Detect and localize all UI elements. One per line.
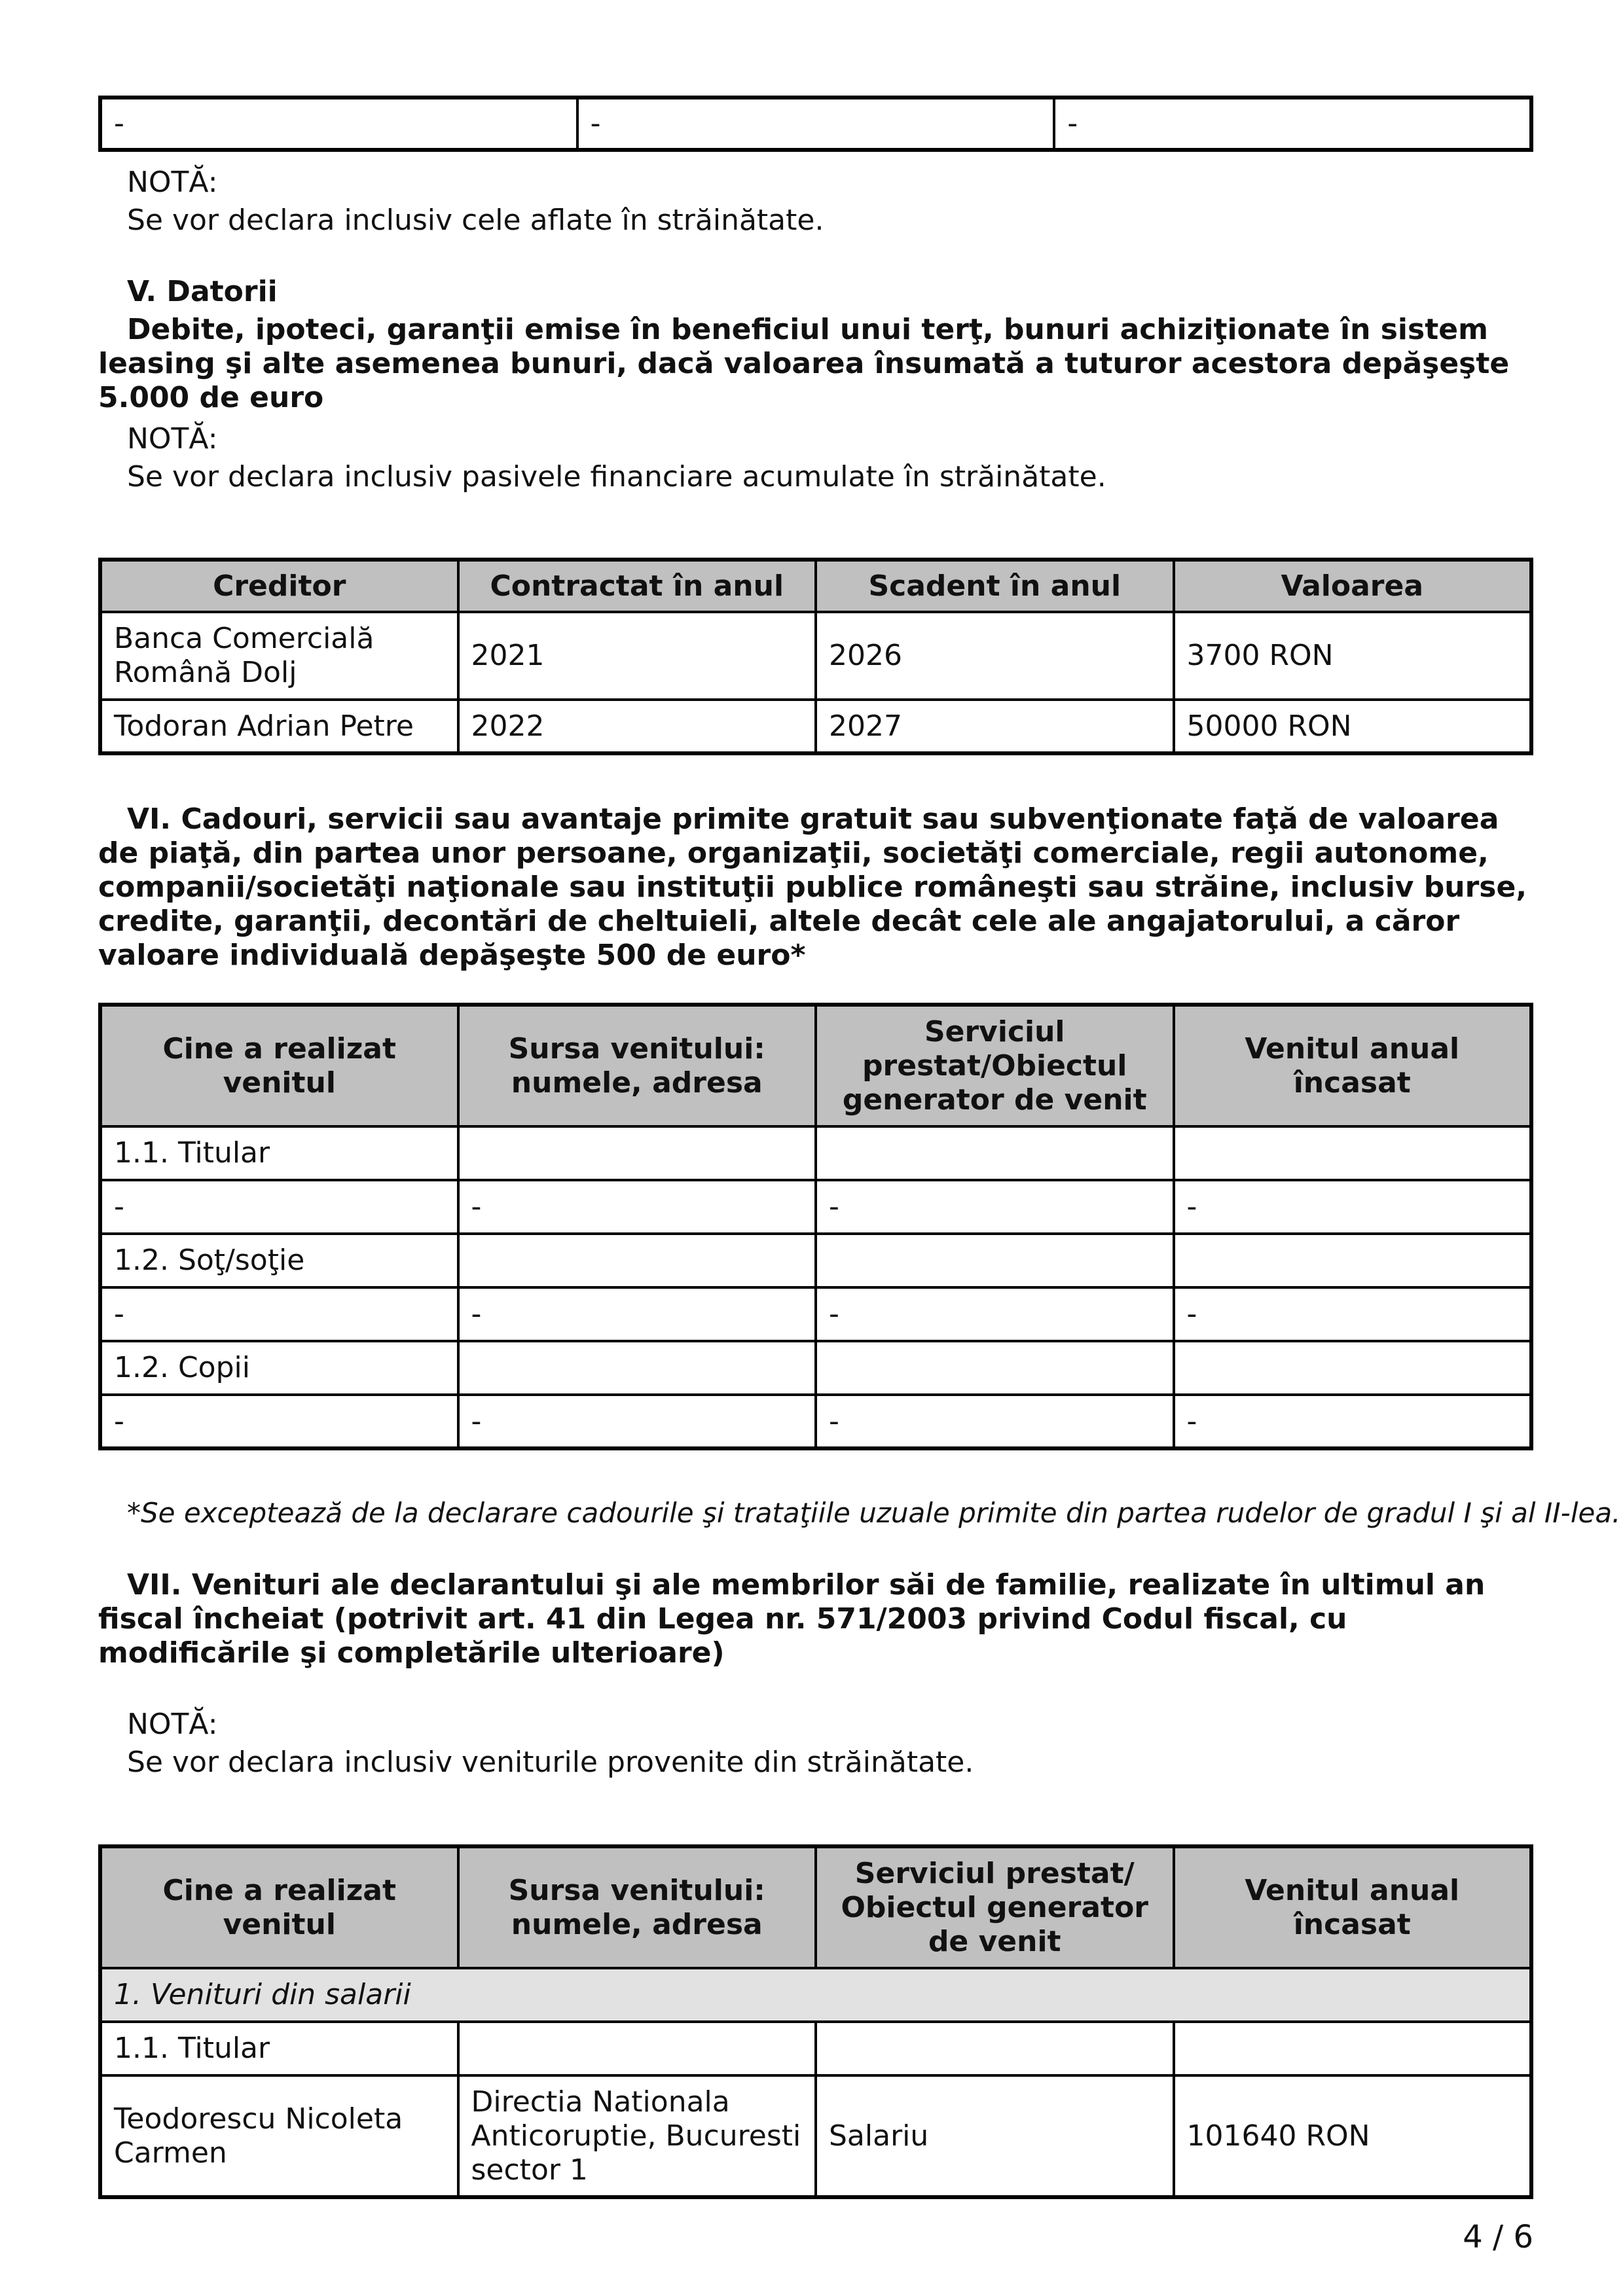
table-cell: 101640 RON bbox=[1174, 2075, 1532, 2197]
table-cell: Banca Comercială Română Dolj bbox=[100, 612, 458, 700]
note-label: NOTĂ: bbox=[127, 422, 218, 456]
table-cell: 2026 bbox=[816, 612, 1174, 700]
income-table bbox=[98, 1844, 1533, 2199]
col-header: Creditor bbox=[100, 560, 458, 612]
table-cell: Teodorescu Nicoleta Carmen bbox=[100, 2075, 458, 2197]
table-cell: 2021 bbox=[458, 612, 816, 700]
note-3 bbox=[98, 1706, 1533, 1782]
table-cell bbox=[816, 1341, 1174, 1395]
col-header: Valoarea bbox=[1174, 560, 1532, 612]
table-row bbox=[100, 700, 1531, 753]
note-1 bbox=[98, 164, 1533, 240]
note-text: Se vor declara inclusiv cele aflate în străinătate. bbox=[127, 204, 824, 237]
table-cell: - bbox=[1174, 1395, 1532, 1448]
note-label: NOTĂ: bbox=[127, 1708, 218, 1741]
table-cell: Salariu bbox=[816, 2075, 1174, 2197]
col-header: Cine a realizat venitul bbox=[100, 1005, 458, 1126]
section-5-title: V. Datorii bbox=[127, 275, 278, 308]
top-table-cell: - bbox=[577, 98, 1055, 150]
table-cell: 2027 bbox=[816, 700, 1174, 753]
table-cell: 3700 RON bbox=[1174, 612, 1532, 700]
note-text: Se vor declara inclusiv pasivele financiare acumulate în străinătate. bbox=[127, 460, 1106, 493]
table-cell: - bbox=[816, 1395, 1174, 1448]
col-header: Venitul anual încasat bbox=[1174, 1846, 1532, 1968]
gifts-table bbox=[98, 1003, 1533, 1450]
table-cell: - bbox=[100, 1395, 458, 1448]
note-2 bbox=[98, 420, 1533, 496]
table-cell bbox=[816, 1126, 1174, 1180]
table-row bbox=[100, 612, 1531, 700]
table-header-row bbox=[100, 560, 1531, 612]
table-cell: - bbox=[100, 1180, 458, 1234]
col-header: Scadent în anul bbox=[816, 560, 1174, 612]
col-header: Sursa venitului: numele, adresa bbox=[458, 1005, 816, 1126]
table-row bbox=[100, 1395, 1531, 1448]
table-cell: Todoran Adrian Petre bbox=[100, 700, 458, 753]
table-cell: - bbox=[458, 1180, 816, 1234]
table-cell: - bbox=[458, 1287, 816, 1341]
table-cell: - bbox=[1174, 1287, 1532, 1341]
table-row bbox=[100, 1287, 1531, 1341]
table-row bbox=[100, 1126, 1531, 1180]
table-row bbox=[100, 1234, 1531, 1287]
col-header: Sursa venitului: numele, adresa bbox=[458, 1846, 816, 1968]
col-header: Serviciul prestat/Obiectul generator de venit bbox=[816, 1005, 1174, 1126]
table-subheader-row bbox=[100, 1968, 1531, 2022]
col-header: Serviciul prestat/ Obiectul generator de venit bbox=[816, 1846, 1174, 1968]
section-6-title: VI. Cadouri, servicii sau avantaje primite gratuit sau subvenţionate faţă de valoarea de piaţă, din partea unor persoane, organizaţii, societăţi comerciale, regii autonome, companii/societăţi naţionale sau instituţii publice româneşti sau străine, inclusiv burse, credite, garanţii, decontări de cheltuieli, altele decât cele ale angajatorului, a căror valoare individuală depăşeşte 500 de euro* bbox=[98, 802, 1527, 972]
table-cell: - bbox=[1174, 1180, 1532, 1234]
table-cell: 1.1. Titular bbox=[100, 1126, 458, 1180]
table-cell bbox=[458, 2022, 816, 2075]
gifts-footnote: *Se exceptează de la declarare cadourile şi trataţiile uzuale primite din partea rudelor de gradul I şi al II-lea. bbox=[127, 1497, 1621, 1529]
table-cell: 1.1. Titular bbox=[100, 2022, 458, 2075]
table-cell bbox=[1174, 2022, 1532, 2075]
table-row bbox=[100, 2022, 1531, 2075]
table-cell bbox=[1174, 1341, 1532, 1395]
col-header: Venitul anual încasat bbox=[1174, 1005, 1532, 1126]
table-cell: - bbox=[100, 1287, 458, 1341]
top-table bbox=[98, 96, 1533, 152]
table-header-row bbox=[100, 1005, 1531, 1126]
table-cell bbox=[816, 1234, 1174, 1287]
table-cell bbox=[458, 1234, 816, 1287]
table-cell: - bbox=[458, 1395, 816, 1448]
page-number: 4 / 6 bbox=[1463, 2219, 1533, 2255]
section-7-title: VII. Venituri ale declarantului şi ale membrilor săi de familie, realizate în ultimul an fiscal încheiat (potrivit art. 41 din Legea nr. 571/2003 privind Codul fiscal, cu modificările şi completările ulterioare) bbox=[98, 1568, 1486, 1670]
table-cell: 2022 bbox=[458, 700, 816, 753]
section-5-header bbox=[98, 275, 1533, 415]
col-header: Cine a realizat venitul bbox=[100, 1846, 458, 1968]
note-text: Se vor declara inclusiv veniturile provenite din străinătate. bbox=[127, 1746, 974, 1779]
table-cell: - bbox=[816, 1287, 1174, 1341]
col-header: Contractat în anul bbox=[458, 560, 816, 612]
note-label: NOTĂ: bbox=[127, 166, 218, 199]
table-cell: - bbox=[816, 1180, 1174, 1234]
income-category: 1. Venituri din salarii bbox=[100, 1968, 1531, 2022]
table-cell bbox=[816, 2022, 1174, 2075]
table-header-row bbox=[100, 1846, 1531, 1968]
section-5-subtitle: Debite, ipoteci, garanţii emise în beneficiul unui terţ, bunuri achiziţionate în sistem leasing şi alte asemenea bunuri, dacă valoarea însumată a tuturor acestora depăşeşte 5.000 de euro bbox=[98, 313, 1510, 414]
top-table-cell: - bbox=[100, 98, 577, 150]
table-cell: 1.2. Soţ/soţie bbox=[100, 1234, 458, 1287]
table-row bbox=[100, 1180, 1531, 1234]
table-cell bbox=[1174, 1234, 1532, 1287]
table-row bbox=[100, 1341, 1531, 1395]
debts-table bbox=[98, 558, 1533, 755]
table-cell bbox=[458, 1126, 816, 1180]
table-cell: 50000 RON bbox=[1174, 700, 1532, 753]
table-cell: Directia Nationala Anticoruptie, Bucuresti sector 1 bbox=[458, 2075, 816, 2197]
table-cell: 1.2. Copii bbox=[100, 1341, 458, 1395]
top-table-cell: - bbox=[1054, 98, 1531, 150]
table-cell bbox=[458, 1341, 816, 1395]
table-row bbox=[100, 2075, 1531, 2197]
table-cell bbox=[1174, 1126, 1532, 1180]
